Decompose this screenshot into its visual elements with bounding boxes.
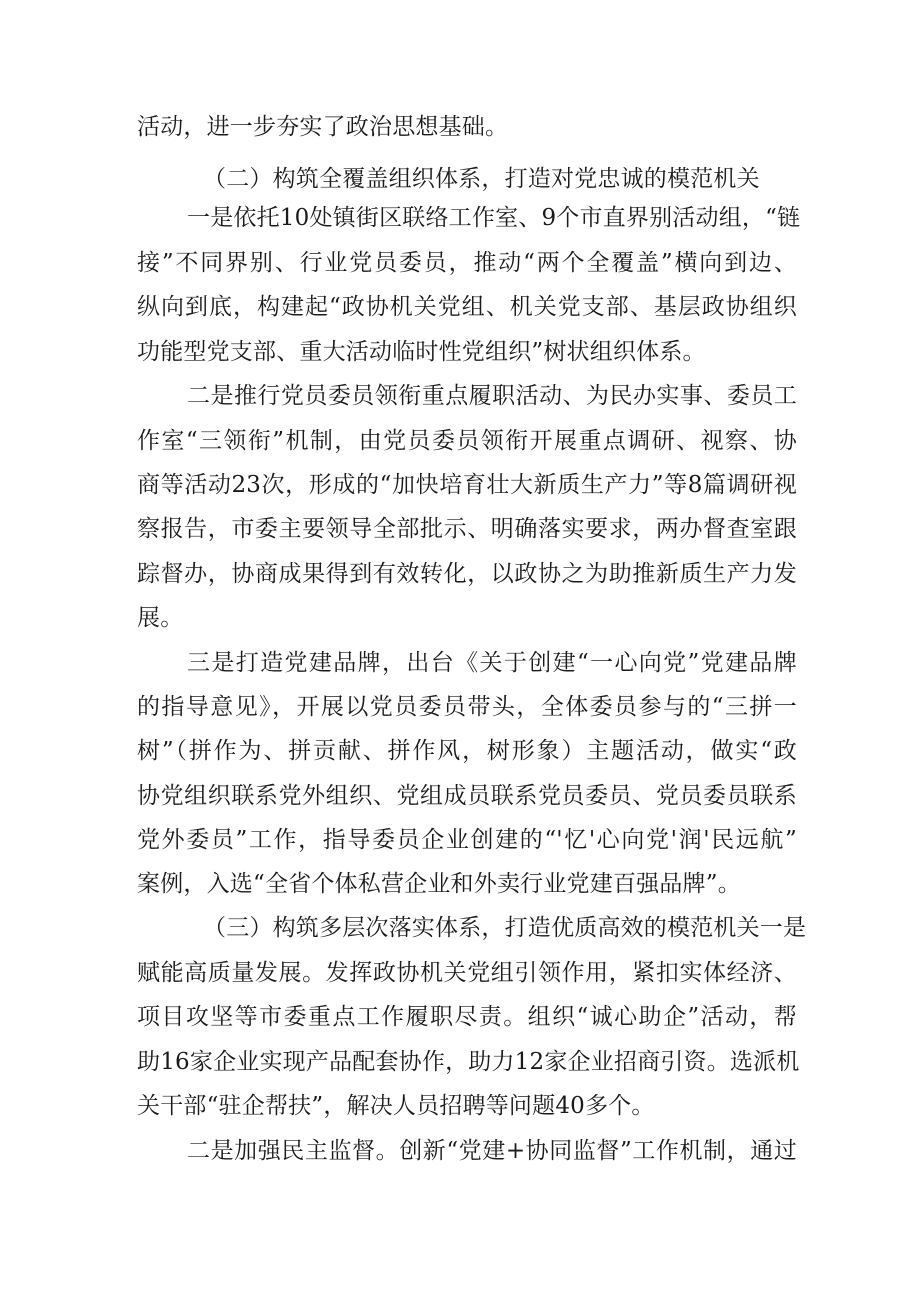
paragraph-line: 二是加强民主监督。创新“党建+协同监督”工作机制，通过 [187, 1138, 797, 1164]
paragraph-line: 纵向到底，构建起“政协机关党组、机关党支部、基层政协组织 [137, 294, 797, 320]
paragraph-line: 作室“三领衔”机制，由党员委员领衔开展重点调研、视察、协 [137, 428, 797, 454]
paragraph-line: 关干部“驻企帮扶”，解决人员招聘等问题40多个。 [137, 1093, 655, 1119]
paragraph-line: 项目攻坚等市委重点工作履职尽责。组织“诚心助企”活动，帮 [137, 1004, 797, 1030]
section-heading: （三）构筑多层次落实体系，打造优质高效的模范机关一是 [203, 915, 807, 941]
paragraph-line: 踪督办，协商成果得到有效转化，以政协之为助推新质生产力发 [137, 561, 797, 587]
paragraph-line: 活动，进一步夯实了政治思想基础。 [137, 114, 509, 140]
paragraph-line: 协党组织联系党外组织、党组成员联系党员委员、党员委员联系 [137, 783, 797, 809]
paragraph-line: 商等活动23次，形成的“加快培育壮大新质生产力”等8篇调研视 [137, 472, 797, 498]
paragraph-line: 察报告，市委主要领导全部批示、明确落实要求，两办督查室跟 [137, 516, 797, 542]
paragraph-line: 的指导意见》，开展以党员委员带头，全体委员参与的“三拼一 [137, 694, 797, 720]
paragraph-line: 案例，入选“全省个体私营企业和外卖行业党建百强品牌”。 [137, 871, 741, 897]
paragraph-line: 接”不同界别、行业党员委员，推动“两个全覆盖”横向到边、 [137, 250, 797, 276]
paragraph-line: 助16家企业实现产品配套协作，助力12家企业招商引资。选派机 [137, 1049, 800, 1075]
paragraph-line: 一是依托10处镇街区联络工作室、9个市直界别活动组，“链 [187, 205, 801, 231]
paragraph-line: 二是推行党员委员领衔重点履职活动、为民办实事、委员工 [187, 383, 797, 409]
section-heading: （二）构筑全覆盖组织体系，打造对党忠诚的模范机关 [203, 166, 760, 192]
paragraph-line: 党外委员”工作，指导委员企业创建的“'忆'心向党'润'民远航” [137, 827, 797, 853]
paragraph-line: 树”（拼作为、拼贡献、拼作风，树形象）主题活动，做实“政 [137, 738, 797, 764]
paragraph-line: 展。 [137, 605, 184, 631]
paragraph-line: 功能型党支部、重大活动临时性党组织”树状组织体系。 [137, 339, 706, 365]
paragraph-line: 三是打造党建品牌，出台《关于创建“一心向党”党建品牌 [187, 650, 797, 676]
paragraph-line: 赋能高质量发展。发挥政协机关党组引领作用，紧扣实体经济、 [137, 960, 797, 986]
